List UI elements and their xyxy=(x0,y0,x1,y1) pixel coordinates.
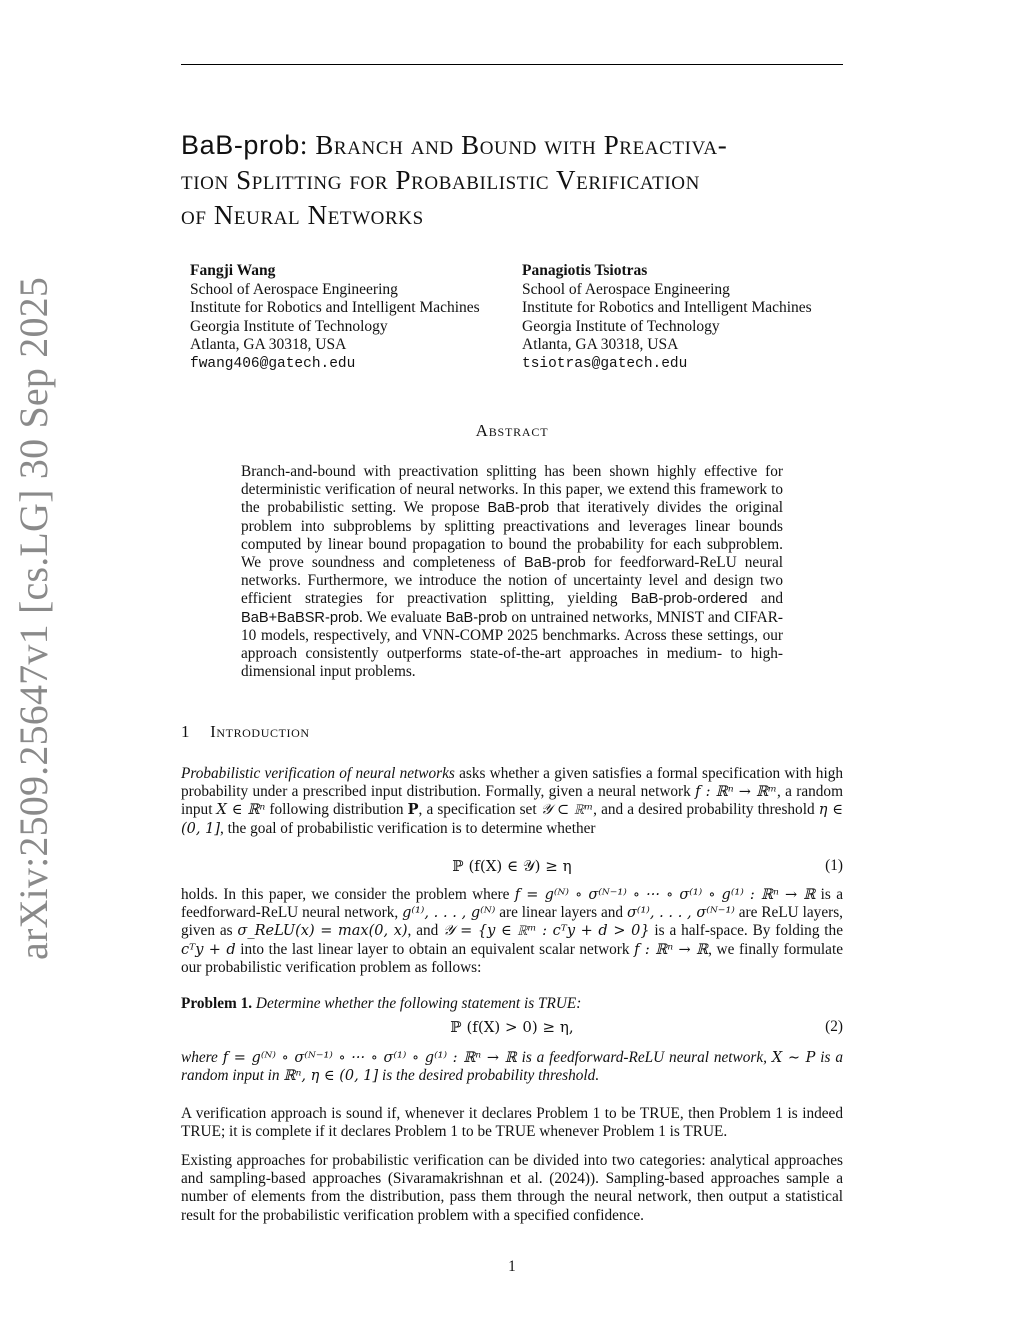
equation-content: ℙ (f(X) > 0) ≥ η, xyxy=(450,1018,574,1036)
method-name: BaB-prob-ordered xyxy=(630,591,748,608)
inline-math: σ_ReLU(x) = max(0, x) xyxy=(237,923,408,940)
equation-content: ℙ (f(X) ∈ 𝒴) ≥ η xyxy=(452,857,572,875)
abstract-heading: Abstract xyxy=(475,421,549,440)
author-block xyxy=(190,262,480,373)
author-address: Atlanta, GA 30318, USA xyxy=(522,336,679,353)
inline-math: ℝⁿ, η ∈ (0, 1] xyxy=(283,1068,379,1085)
author-name: Panagiotis Tsiotras xyxy=(522,262,648,279)
problem-statement: Determine whether the following statement is TRUE: xyxy=(255,995,582,1013)
arxiv-identifier: arXiv:2509.25647v1 [cs.LG] 30 Sep 2025 xyxy=(11,276,56,960)
method-name: BaB-prob xyxy=(524,555,586,572)
author-block xyxy=(522,262,812,373)
author-address: Atlanta, GA 30318, USA xyxy=(190,336,347,353)
inline-math: η ∈ (0, 1] xyxy=(181,802,844,837)
section-number: 1 xyxy=(181,722,191,741)
inline-math: X ∈ ℝⁿ xyxy=(216,802,266,819)
inline-math: 𝒴 = {y ∈ ℝᵐ : cᵀy + d > 0} xyxy=(443,923,650,940)
equation xyxy=(181,857,843,877)
title-line-1: BaB-prob: Branch and Bound with Preactiva- xyxy=(181,130,728,160)
equation-number: (1) xyxy=(825,857,843,874)
abstract-text: Branch-and-bound with preactivation splitting has been shown highly effective for deterministic verification of neural networks. In this paper, we extend this framework to the probabilistic setting. We propose BaB-prob that iteratively divides the original problem into subproblems by splitting preactivations and leverages linear bounds computed by linear bound propagation to bound the probability for each subproblem. We prove soundness and completeness of BaB-prob for feedforward-ReLU neural networks. Furthermore, we introduce the notion of uncertainty level and design two efficient strategies for preactivation splitting, yielding BaB-prob-ordered and BaB+BaBSR-prob. We evaluate BaB-prob on untrained networks, MNIST and CIFAR-10 models, respectively, and VNN-COMP 2025 benchmarks. Across these settings, our approach consistently outperforms state-of-the-art approaches in medium- to high-dimensional input problems. xyxy=(241,463,783,681)
title-line-2: tion Splitting for Probabilistic Verification xyxy=(181,165,700,195)
inline-math: cᵀy + d xyxy=(181,941,236,958)
author-affiliation: Georgia Institute of Technology xyxy=(522,317,720,335)
method-name: BaB-prob xyxy=(445,609,508,626)
paragraph: Probabilistic verification of neural networks asks whether a given satisfies a formal specification with high probability under a prescribed input distribution. Formally, given a neural network f : ℝⁿ → ℝᵐ, a random input X ∈ ℝⁿ following distribution P, a specification set 𝒴 ⊂ ℝᵐ, and a desired probability threshold η ∈ (0, 1], the goal of probabilistic verification is to determine whether xyxy=(181,765,844,837)
author-affiliation: School of Aerospace Engineering xyxy=(190,280,398,298)
author-email[interactable]: fwang406@gatech.edu xyxy=(190,355,356,372)
author-affiliation: Institute for Robotics and Intelligent Machines xyxy=(522,299,812,316)
paper-title xyxy=(181,128,843,233)
author-affiliation: Georgia Institute of Technology xyxy=(190,317,388,335)
page-number: 1 xyxy=(508,1258,516,1275)
author-affiliation: School of Aerospace Engineering xyxy=(522,280,730,298)
inline-math: X ∼ P xyxy=(771,1050,816,1066)
paragraph: holds. In this paper, we consider the problem where f = g⁽ᴺ⁾ ∘ σ⁽ᴺ⁻¹⁾ ∘ ··· ∘ σ⁽¹⁾ ∘ g⁽¹⁾ : ℝⁿ → ℝ is a feedforward-ReLU neural network, g⁽¹⁾, . . . , g⁽ᴺ⁾ are linear layers and σ⁽¹⁾, . . . , σ⁽ᴺ⁻¹⁾ are ReLU layers, given as σ_ReLU(x) = max(0, x), and 𝒴 = {y ∈ ℝᵐ : cᵀy + d > 0} is a half-space. By folding the cᵀy + d into the last linear layer to obtain an equivalent scalar network f : ℝⁿ → ℝ, we finally formulate our probabilistic verification problem as follows: Problem 1. Determine whether the following statement is TRUE: xyxy=(181,886,843,1013)
author-affiliation: Institute for Robotics and Intelligent Machines xyxy=(190,299,480,316)
section-heading xyxy=(181,722,310,742)
paragraph: A verification approach is sound if, whenever it declares Problem 1 to be TRUE, then Problem 1 is indeed TRUE; it is complete if it declares Problem 1 to be TRUE whenever Problem 1 is TRUE. xyxy=(181,1105,843,1141)
section-title: Introduction xyxy=(210,722,310,741)
inline-math: σ⁽¹⁾, . . . , σ⁽ᴺ⁻¹⁾ xyxy=(626,905,735,922)
inline-math: f : ℝⁿ → ℝ xyxy=(634,941,709,958)
inline-math: P xyxy=(407,801,419,819)
author-email[interactable]: tsiotras@gatech.edu xyxy=(522,355,688,372)
inline-math: f : ℝⁿ → ℝᵐ xyxy=(695,784,777,801)
inline-math: 𝒴 ⊂ ℝᵐ xyxy=(540,802,594,819)
title-method-name: BaB-prob xyxy=(181,130,300,160)
method-name: BaB-prob xyxy=(487,500,550,517)
title-line-3: of Neural Networks xyxy=(181,200,424,230)
top-rule xyxy=(181,64,843,65)
problem-where-clause: where f = g⁽ᴺ⁾ ∘ σ⁽ᴺ⁻¹⁾ ∘ ··· ∘ σ⁽¹⁾ ∘ g⁽¹⁾ : ℝⁿ → ℝ is a feedforward-ReLU neural network, X ∼ P is a random input in ℝⁿ, η ∈ (0, 1] is the desired probability threshold. xyxy=(181,1049,844,1085)
equation-number: (2) xyxy=(825,1018,843,1035)
inline-math: g⁽¹⁾, . . . , g⁽ᴺ⁾ xyxy=(402,905,496,922)
method-name: BaB+BaBSR-prob xyxy=(241,609,360,626)
inline-math: f = g⁽ᴺ⁾ ∘ σ⁽ᴺ⁻¹⁾ ∘ ··· ∘ σ⁽¹⁾ ∘ g⁽¹⁾ : ℝⁿ → ℝ xyxy=(222,1050,517,1066)
equation xyxy=(181,1018,843,1038)
inline-math: f = g⁽ᴺ⁾ ∘ σ⁽ᴺ⁻¹⁾ ∘ ··· ∘ σ⁽¹⁾ ∘ g⁽¹⁾ : ℝⁿ → ℝ xyxy=(514,887,816,903)
author-name: Fangji Wang xyxy=(190,262,276,279)
problem-label: Problem 1. xyxy=(181,995,253,1013)
paragraph: Existing approaches for probabilistic verification can be divided into two categories: analytical approaches and sampling-based approaches (Sivaramakrishnan et al. (2024)). Sampling-based approaches sample a number of elements from the distribution, pass them through the neural network, then output a statistical result for the probabilistic verification problem with a specified confidence. xyxy=(181,1152,843,1224)
